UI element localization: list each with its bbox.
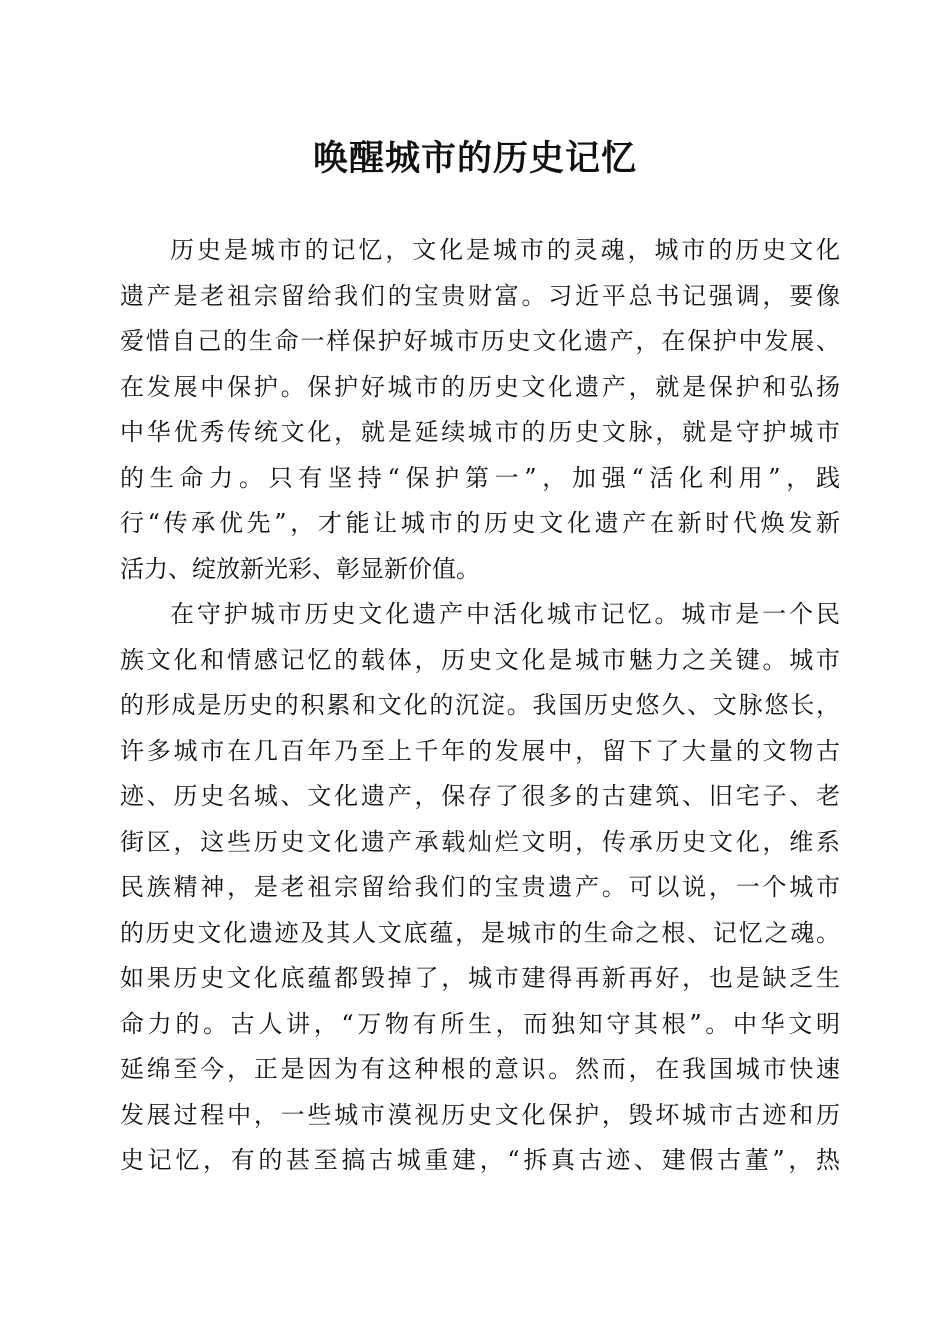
paragraph-2 — [120, 592, 840, 1184]
text-line: 延绵至今，正是因为有这种根的意识。然而，在我国城市快速 — [120, 1055, 840, 1083]
text-line: 命力的。古人讲，“万物有所生，而独知守其根”。中华文明 — [120, 1009, 840, 1038]
text-line: 活力、绽放新光彩、彰显新价值。 — [120, 554, 480, 583]
text-line: 街区，这些历史文化遗产承载灿烂文明，传承历史文化，维系 — [120, 827, 840, 856]
paragraph-1 — [120, 228, 840, 592]
text-line: 许多城市在几百年乃至上千年的发展中，留下了大量的文物古 — [120, 736, 840, 765]
text-line: 如果历史文化底蕴都毁掉了，城市建得再新再好，也是缺乏生 — [120, 964, 840, 992]
document-title: 唤醒城市的历史记忆 — [312, 138, 637, 179]
text-line: 民族精神，是老祖宗留给我们的宝贵遗产。可以说，一个城市 — [120, 873, 840, 901]
text-line: 在发展中保护。保护好城市的历史文化遗产，就是保护和弘扬 — [120, 372, 840, 401]
text-line: 史记忆，有的甚至搞古城重建，“拆真古迹、建假古董”，热 — [120, 1146, 840, 1174]
text-line: 的历史文化遗迹及其人文底蕴，是城市的生命之根、记忆之魂。 — [120, 918, 840, 947]
text-line: 在守护城市历史文化遗产中活化城市记忆。城市是一个民 — [170, 600, 840, 628]
text-line: 行“传承优先”，才能让城市的历史文化遗产在新时代焕发新 — [120, 509, 840, 537]
text-line: 中华优秀传统文化，就是延续城市的历史文脉，就是守护城市 — [120, 418, 840, 446]
text-line: 历史是城市的记忆，文化是城市的灵魂，城市的历史文化 — [170, 236, 840, 264]
text-line: 爱惜自己的生命一样保护好城市历史文化遗产，在保护中发展、 — [120, 327, 840, 355]
text-line: 族文化和情感记忆的载体，历史文化是城市魅力之关键。城市 — [120, 645, 840, 674]
text-line: 的生命力。只有坚持“保护第一”，加强“活化利用”，践 — [120, 463, 840, 492]
text-line: 的形成是历史的积累和文化的沉淀。我国历史悠久、文脉悠长， — [120, 691, 840, 719]
text-line: 迹、历史名城、文化遗产，保存了很多的古建筑、旧宅子、老 — [120, 782, 840, 810]
document-body — [120, 228, 840, 1184]
text-line: 遗产是老祖宗留给我们的宝贵财富。习近平总书记强调，要像 — [120, 281, 840, 310]
text-line: 发展过程中，一些城市漠视历史文化保护，毁坏城市古迹和历 — [120, 1100, 840, 1129]
